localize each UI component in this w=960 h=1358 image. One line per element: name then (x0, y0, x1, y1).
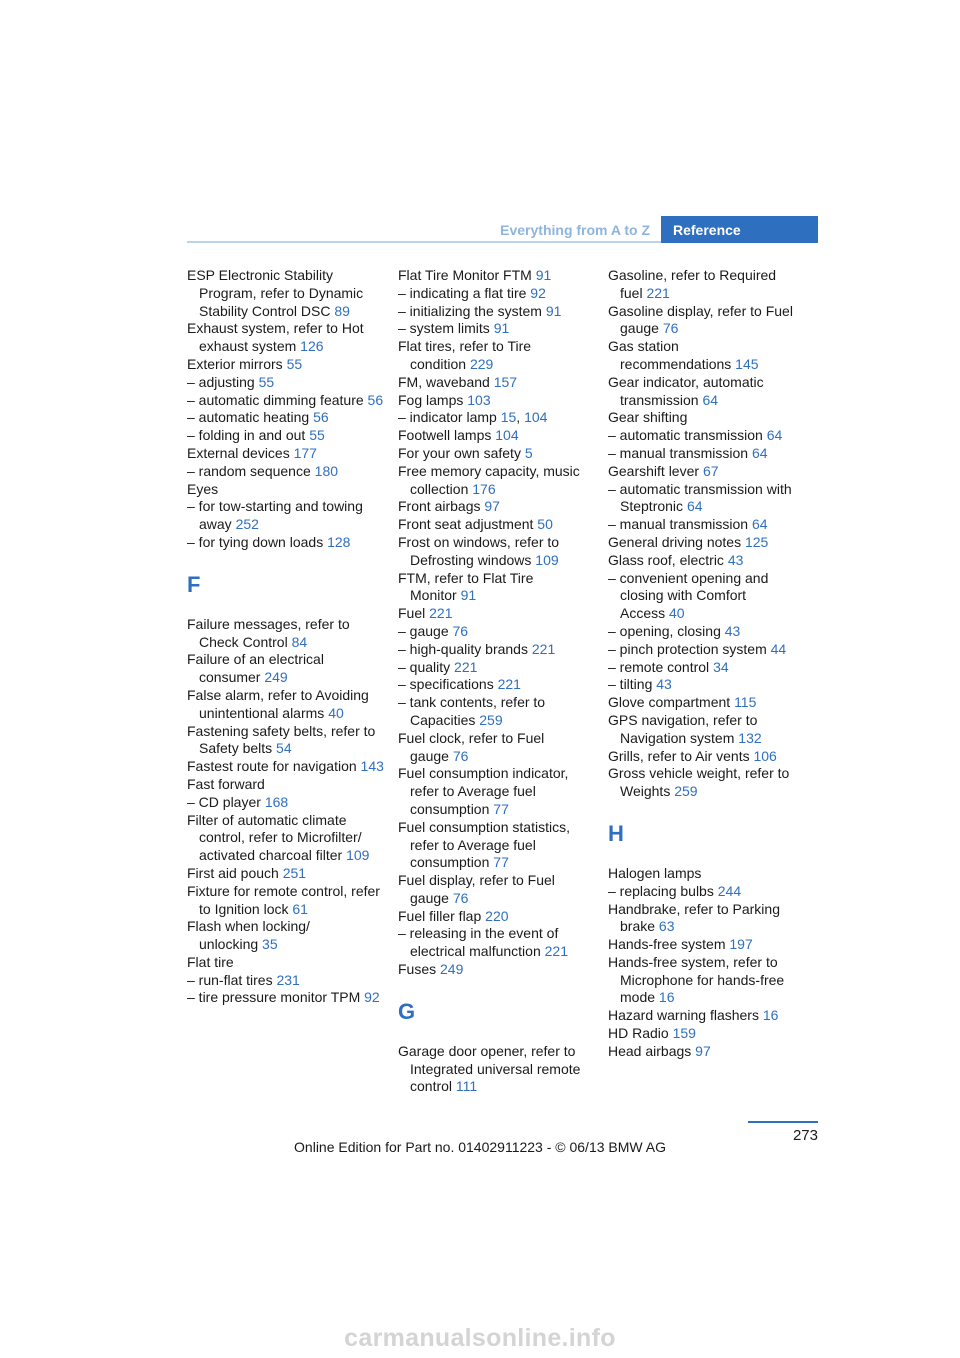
page-link[interactable]: 97 (695, 1042, 711, 1059)
index-entry-text: – initializing the system (398, 302, 542, 319)
index-entry-text: Fog lamps (398, 391, 464, 408)
index-entry-text: – pinch protection system (608, 640, 767, 657)
page-link[interactable]: 64 (751, 444, 768, 461)
index-entry (398, 338, 598, 374)
page-number: 273 (792, 1127, 818, 1144)
index-entry-text: ESP Electronic Stability Program, refer to Dynamic Stability Control DSC (187, 267, 364, 319)
index-entry (187, 954, 387, 972)
index-entry-text: – manual transmission (608, 516, 749, 533)
index-entry (608, 748, 808, 766)
index-entry (398, 694, 598, 730)
index-entry (398, 285, 598, 303)
page-link[interactable]: 115 (734, 694, 757, 711)
page-link[interactable]: 143 (360, 758, 384, 775)
index-entry (187, 918, 387, 954)
index-letter-heading: H (608, 820, 624, 846)
page-link[interactable]: 76 (662, 320, 679, 337)
page-link[interactable]: 91 (535, 267, 552, 283)
page-link[interactable]: 221 (429, 605, 453, 622)
index-entry (187, 267, 387, 320)
page-link[interactable]: 43 (656, 676, 672, 693)
index-column-3 (608, 267, 808, 1061)
page-link[interactable]: 221 (544, 943, 568, 960)
page-link[interactable]: 43 (727, 551, 744, 568)
index-entry-text: – automatic heating (187, 409, 310, 426)
index-entry-text: – high-quality brands (398, 640, 528, 657)
page-link[interactable]: 61 (292, 900, 308, 917)
index-entry-text: Gearshift lever (608, 462, 700, 479)
index-entry-text: Grills, refer to Air vents (608, 747, 750, 764)
index-entry (608, 427, 808, 445)
index-entry (398, 267, 598, 285)
page-link[interactable]: 229 (469, 355, 494, 372)
index-entry-text: Exterior mirrors (187, 355, 283, 372)
page-link[interactable]: 197 (729, 936, 753, 953)
index-entry (398, 445, 598, 463)
index-entry-text: Fast forward (187, 775, 265, 792)
index-entry-text: – convenient opening and closing with Comfort Access (608, 569, 769, 622)
index-entry (608, 641, 808, 659)
index-entry-text: Gasoline display, refer to Fuel gauge (608, 302, 793, 337)
page-link[interactable]: 76 (452, 747, 469, 764)
index-entry: – indicator lamp 15, 104 (398, 409, 548, 426)
page-link[interactable]: 64 (702, 391, 719, 408)
index-entry-text: Front seat adjustment (398, 516, 534, 533)
page-link[interactable]: 259 (479, 711, 503, 728)
index-entry-text: Fastening safety belts, refer to Safety belts (187, 722, 376, 757)
page-link[interactable]: 176 (472, 480, 496, 497)
index-entry-text: Filter of automatic climate control, refer to Microfilter/ activated charcoal filter (187, 811, 362, 864)
page-link[interactable]: 56 (313, 409, 329, 426)
index-letter-heading: F (187, 571, 201, 597)
index-entry-text: GPS navigation, refer to Navigation system (608, 711, 758, 746)
index-entry (398, 961, 598, 979)
page-link[interactable]: 40 (669, 605, 685, 622)
index-entry-text: First aid pouch (187, 864, 279, 881)
page-link[interactable]: 168 (264, 793, 289, 810)
index-entry-text: – opening, closing (608, 622, 721, 639)
page-link[interactable]: 109 (346, 847, 370, 864)
page-link[interactable]: 249 (440, 961, 464, 978)
page-link[interactable]: 221 (454, 658, 478, 675)
index-entry (608, 534, 808, 552)
index-entry (608, 516, 808, 534)
page-link[interactable]: 77 (493, 800, 509, 817)
page-link[interactable]: 89 (334, 302, 350, 319)
index-entry-text: Flat tire (187, 953, 234, 970)
page-link[interactable]: 76 (452, 889, 469, 906)
index-entry-text: Handbrake, refer to Parking brake (608, 900, 780, 935)
index-entry (187, 320, 387, 356)
index-entry-text: Failure of an electrical consumer (187, 651, 324, 686)
index-entry (608, 954, 808, 1007)
index-entry-text: Fastest route for navigation (187, 758, 357, 775)
page-link[interactable]: 104 (524, 409, 548, 426)
index-entry (398, 925, 598, 961)
index-entry (398, 641, 598, 659)
index-entry (608, 463, 808, 481)
index-column-1 (187, 267, 387, 1007)
index-entry-text: Free memory capacity, music collection (398, 462, 580, 497)
page-link[interactable]: 111 (455, 1078, 478, 1095)
index-entry-text: Gear shifting (608, 409, 688, 426)
index-entry (398, 676, 598, 694)
index-entry (608, 303, 808, 339)
index-entry-text: Gasoline, refer to Required fuel (608, 267, 777, 301)
index-entry-text: – gauge (398, 622, 449, 639)
index-entry-text: Exhaust system, refer to Hot exhaust system (187, 320, 364, 355)
index-entry (187, 687, 387, 723)
page-link[interactable]: 128 (327, 533, 351, 550)
index-entry (608, 936, 808, 954)
page-link[interactable]: 244 (717, 882, 742, 899)
index-entry-text: Fuel filler flap (398, 907, 482, 924)
index-entry-text: Eyes (187, 480, 219, 497)
index-entry (608, 865, 808, 883)
index-entry (398, 765, 598, 818)
index-entry (187, 427, 387, 445)
index-entry (398, 908, 598, 926)
section-title: Everything from A to Z (500, 221, 650, 238)
index-entry-text: Fuel consumption statistics, refer to Average fuel consumption (398, 818, 570, 871)
index-entry-text: – automatic transmission with Steptronic (608, 480, 792, 515)
index-entry-text: External devices (187, 444, 290, 461)
index-entry (608, 1043, 808, 1061)
page-link[interactable]: 221 (531, 640, 556, 657)
page-link[interactable]: 16 (762, 1007, 779, 1024)
index-entry-text: Fuses (398, 961, 437, 978)
page-link[interactable]: 54 (276, 740, 292, 757)
index-entry (608, 445, 808, 463)
index-entry (608, 481, 808, 517)
index-entry-text: Gross vehicle weight, refer to Weights (608, 765, 790, 800)
footer-rule (748, 1121, 818, 1123)
index-entry-text: HD Radio (608, 1025, 669, 1042)
page-link[interactable]: 64 (751, 516, 768, 533)
index-entry (187, 481, 387, 499)
index-entry (398, 659, 598, 677)
page-link[interactable]: 126 (300, 338, 324, 355)
index-entry-text: – for tow-starting and towing away (187, 498, 363, 533)
index-entry (187, 374, 387, 392)
index-entry-text: – tank contents, refer to Capacities (398, 694, 546, 728)
watermark: carmanualsonline.info (344, 1324, 616, 1352)
page-link[interactable]: 231 (276, 971, 300, 988)
page-link[interactable]: 40 (328, 704, 344, 721)
index-entry-text: – automatic transmission (608, 427, 763, 444)
index-entry (187, 723, 387, 759)
index-entry-text: Fuel consumption indicator, refer to Average fuel consumption (398, 765, 569, 817)
index-entry-text: – quality (398, 658, 451, 675)
page-link[interactable]: 5 (524, 444, 533, 461)
index-entry-text: – folding in and out (187, 427, 306, 444)
page-link[interactable]: 103 (467, 391, 491, 408)
index-entry-text: For your own safety (398, 444, 521, 461)
index-entry (187, 651, 387, 687)
index-entry-text: Flat Tire Monitor FTM (398, 267, 532, 283)
index-entry (608, 623, 808, 641)
index-entry-text: Head airbags (608, 1042, 692, 1059)
index-entry (187, 356, 387, 374)
index-entry-text: Fuel display, refer to Fuel gauge (398, 872, 555, 906)
index-entry (398, 498, 598, 516)
index-entry-text: – random sequence (187, 462, 311, 479)
index-entry-text: Hands-free system (608, 936, 726, 953)
page-link[interactable]: 92 (364, 989, 380, 1006)
index-entry (608, 338, 808, 374)
index-entry (187, 972, 387, 990)
page-link[interactable]: 104 (495, 427, 519, 444)
page-link[interactable]: 180 (314, 462, 339, 479)
index-entry-text: – CD player (187, 793, 261, 810)
page-link[interactable]: 77 (493, 854, 509, 871)
index-entry-text: Gas station recommendations (608, 338, 732, 372)
page-link[interactable]: 64 (766, 427, 783, 444)
index-entry-text: False alarm, refer to Avoiding unintentional alarms (187, 686, 369, 721)
page-link[interactable]: 157 (493, 373, 518, 390)
index-entry (187, 498, 387, 534)
index-entry-text: Footwell lamps (398, 427, 492, 444)
index-entry (187, 758, 387, 776)
index-entry-text: FM, waveband (398, 373, 490, 390)
index-entry (398, 1043, 598, 1096)
page-link[interactable]: 159 (672, 1025, 696, 1042)
page-link[interactable]: 76 (452, 622, 469, 639)
page-link[interactable]: 259 (674, 783, 698, 800)
page-link[interactable]: 91 (545, 302, 562, 319)
page-link[interactable]: 50 (537, 516, 553, 533)
index-entry (608, 409, 808, 427)
page-link[interactable]: 16 (658, 989, 675, 1006)
index-entry (398, 392, 598, 410)
index-entry (398, 463, 598, 499)
index-entry (187, 865, 387, 883)
page-link[interactable]: 125 (744, 533, 769, 550)
page-link[interactable]: 55 (258, 373, 275, 390)
index-entry-text: Fuel clock, refer to Fuel gauge (398, 729, 545, 764)
index-column-2 (398, 267, 598, 1096)
index-entry-text: Gear indicator, automatic transmission (608, 373, 764, 408)
index-entry-text: – tire pressure monitor TPM (187, 989, 361, 1006)
index-entry (187, 812, 387, 865)
index-entry (398, 320, 598, 338)
index-entry-text: – tilting (608, 676, 653, 693)
page-link[interactable]: 56 (367, 391, 384, 408)
page-link[interactable]: 221 (497, 676, 521, 693)
index-entry (608, 676, 808, 694)
edition-notice: Online Edition for Part no. 01402911223 - © 06/13 BMW AG (294, 1139, 666, 1155)
page-link[interactable]: 43 (724, 622, 741, 639)
index-entry-text: Fixture for remote control, refer to Ignition lock (187, 882, 380, 917)
page-link[interactable]: 92 (530, 284, 546, 301)
index-entry (187, 463, 387, 481)
index-entry-text: – run-flat tires (187, 971, 273, 988)
index-entry (398, 819, 598, 872)
index-entry-text: Glove compartment (608, 694, 731, 711)
index-entry (608, 901, 808, 937)
index-entry-text: Frost on windows, refer to Defrosting windows (398, 533, 560, 568)
index-entry-text: Glass roof, electric (608, 551, 724, 568)
index-entry (187, 989, 387, 1007)
page-link[interactable]: 249 (264, 669, 288, 686)
page-link[interactable]: 35 (262, 936, 278, 953)
index-entry-text: Front airbags (398, 498, 481, 515)
page-link[interactable]: 109 (535, 551, 559, 568)
page-link[interactable]: 91 (460, 587, 477, 604)
page-link[interactable]: 221 (646, 284, 670, 301)
index-entry (187, 534, 387, 552)
index-entry-text: – indicator lamp (398, 409, 497, 426)
page-link[interactable]: 132 (738, 729, 762, 746)
page-link[interactable]: 84 (291, 633, 308, 650)
index-entry-text: – for tying down loads (187, 533, 324, 550)
index-entry (398, 534, 598, 570)
index-entry (608, 712, 808, 748)
index-entry (608, 552, 808, 570)
index-entry-text: Garage door opener, refer to Integrated universal remote control (398, 1042, 581, 1095)
index-entry (608, 374, 808, 410)
index-entry (398, 623, 598, 641)
page-link[interactable]: 15 (500, 409, 517, 426)
index-entry-text: General driving notes (608, 533, 742, 550)
index-entry-text: Hazard warning flashers (608, 1007, 759, 1024)
index-entry (608, 694, 808, 712)
page-link[interactable]: 252 (235, 516, 259, 533)
index-entry (608, 1007, 808, 1025)
index-entry-text: – specifications (398, 676, 494, 693)
index-entry-text: – indicating a flat tire (398, 284, 527, 301)
index-entry-text: Fuel (398, 605, 426, 622)
index-entry-text: – replacing bulbs (608, 882, 714, 899)
index-entry (187, 616, 387, 652)
index-entry-text: Flash when locking/ unlocking (187, 918, 310, 953)
page-link[interactable]: 97 (484, 498, 500, 515)
index-entry-text: Hands-free system, refer to Microphone for hands-free mode (608, 953, 785, 1006)
page-link[interactable]: 44 (770, 640, 787, 657)
page-link[interactable]: 177 (293, 444, 317, 461)
page-link[interactable]: 67 (702, 462, 719, 479)
page-link[interactable]: 91 (493, 320, 510, 337)
reference-tab[interactable]: Reference (661, 216, 818, 243)
index-entry (187, 794, 387, 812)
index-entry-text: Failure messages, refer to Check Control (187, 615, 350, 650)
page-link[interactable]: 251 (282, 864, 307, 881)
page-link[interactable]: 55 (286, 355, 303, 372)
index-entry-text: FTM, refer to Flat Tire Monitor (398, 569, 534, 604)
index-entry-text: – remote control (608, 658, 710, 675)
index-entry (398, 303, 598, 321)
index-entry (608, 883, 808, 901)
index-entry (187, 409, 387, 427)
index-entry (187, 776, 387, 794)
index-entry (187, 445, 387, 463)
page-link[interactable]: 106 (753, 747, 777, 764)
index-letter-heading: G (398, 998, 416, 1024)
index-entry-text: – automatic dimming feature (187, 391, 364, 408)
index-entry (608, 1025, 808, 1043)
page-link[interactable]: 55 (309, 427, 325, 444)
index-entry-text: – manual transmission (608, 444, 749, 461)
index-entry (398, 872, 598, 908)
index-entry (398, 605, 598, 623)
index-entry-text: – system limits (398, 320, 490, 337)
index-entry (608, 267, 808, 303)
index-entry (398, 570, 598, 606)
page-link[interactable]: 145 (735, 355, 759, 372)
index-entry-text: Halogen lamps (608, 864, 702, 881)
index-entry (398, 374, 598, 392)
index-entry (398, 516, 598, 534)
index-entry (398, 427, 598, 445)
index-entry (608, 659, 808, 677)
page-link[interactable]: 220 (485, 907, 509, 924)
page-link[interactable]: 34 (713, 658, 729, 675)
index-entry-text: – adjusting (187, 373, 255, 390)
index-entry (608, 765, 808, 801)
index-entry (398, 730, 598, 766)
index-entry-text: Flat tires, refer to Tire condition (398, 338, 532, 372)
index-entry (608, 570, 808, 623)
page-link[interactable]: 64 (686, 498, 703, 515)
index-entry (187, 392, 387, 410)
index-entry (187, 883, 387, 919)
page-link[interactable]: 63 (658, 918, 675, 935)
index-entry-text: – releasing in the event of electrical malfunction (398, 925, 559, 960)
